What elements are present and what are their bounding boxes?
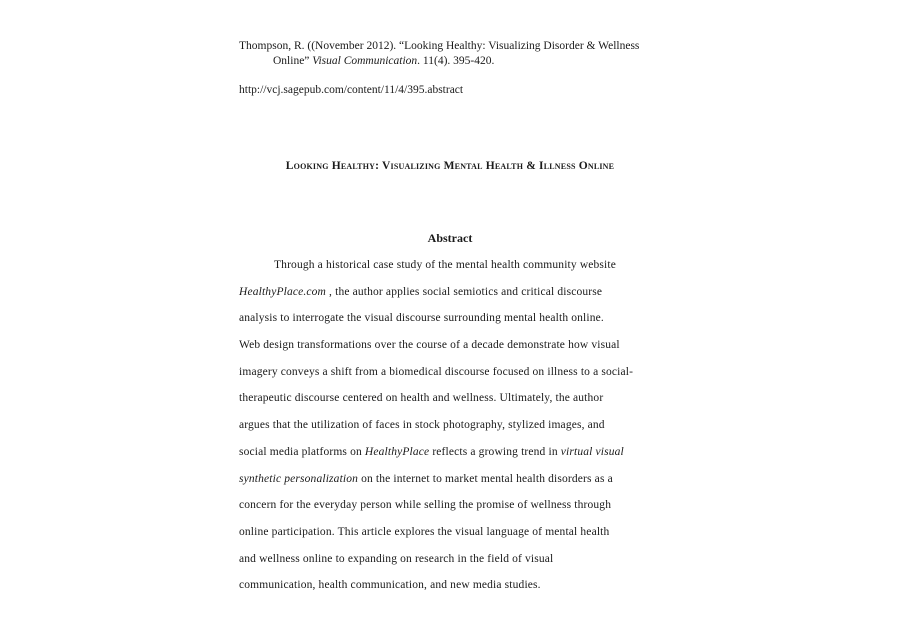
- abstract-italic-site: HealthyPlace: [364, 445, 430, 458]
- paper-title: Looking Healthy: Visualizing Mental Health & Illness Online: [285, 160, 615, 172]
- abstract-line: argues that the utilization of faces in stock photography, stylized images, and: [239, 419, 605, 432]
- abstract-line: therapeutic discourse centered on health and wellness. Ultimately, the author: [239, 392, 604, 405]
- citation-line-2: [239, 54, 679, 69]
- abstract-line: online participation. This article explores the visual language of mental health: [239, 525, 610, 538]
- citation-journal: Visual Communication: [312, 55, 418, 67]
- abstract-line: [239, 283, 664, 310]
- abstract-line-text: social media platforms on: [239, 445, 365, 458]
- abstract-italic-term: synthetic personalization: [239, 472, 359, 485]
- abstract-line: Web design transformations over the course of a decade demonstrate how visual: [239, 339, 620, 352]
- abstract-line: analysis to interrogate the visual discourse surrounding mental health online.: [239, 312, 604, 325]
- abstract-italic-site: HealthyPlace.com: [239, 285, 327, 298]
- abstract-line: concern for the everyday person while selling the promise of wellness through: [239, 499, 612, 512]
- abstract-line-text: , the author applies social semiotics and critical discourse: [326, 285, 603, 298]
- citation-line-2-end: . 11(4). 395-420.: [417, 55, 495, 67]
- citation: [239, 39, 679, 69]
- abstract-line: [239, 443, 664, 470]
- abstract-line: imagery conveys a shift from a biomedical discourse focused on illness to a social-: [239, 365, 634, 378]
- abstract-line-text: reflects a growing trend in: [429, 445, 561, 458]
- source-url: http://vcj.sagepub.com/content/11/4/395.abstract: [239, 84, 464, 96]
- abstract-line: [239, 470, 664, 497]
- abstract-line: communication, health communication, and new media studies.: [239, 579, 541, 592]
- citation-line-1: Thompson, R. ((November 2012). “Looking Healthy: Visualizing Disorder & Wellness: [239, 40, 640, 52]
- abstract-line-text: on the internet to market mental health disorders as a: [358, 472, 613, 485]
- abstract-italic-term: virtual visual: [560, 445, 624, 458]
- abstract-heading: Abstract: [427, 231, 473, 245]
- abstract-line: Through a historical case study of the mental health community website: [274, 259, 616, 271]
- citation-line-2-start: Online”: [273, 55, 313, 67]
- abstract-body: [239, 256, 664, 603]
- abstract-line: and wellness online to expanding on research in the field of visual: [239, 552, 554, 565]
